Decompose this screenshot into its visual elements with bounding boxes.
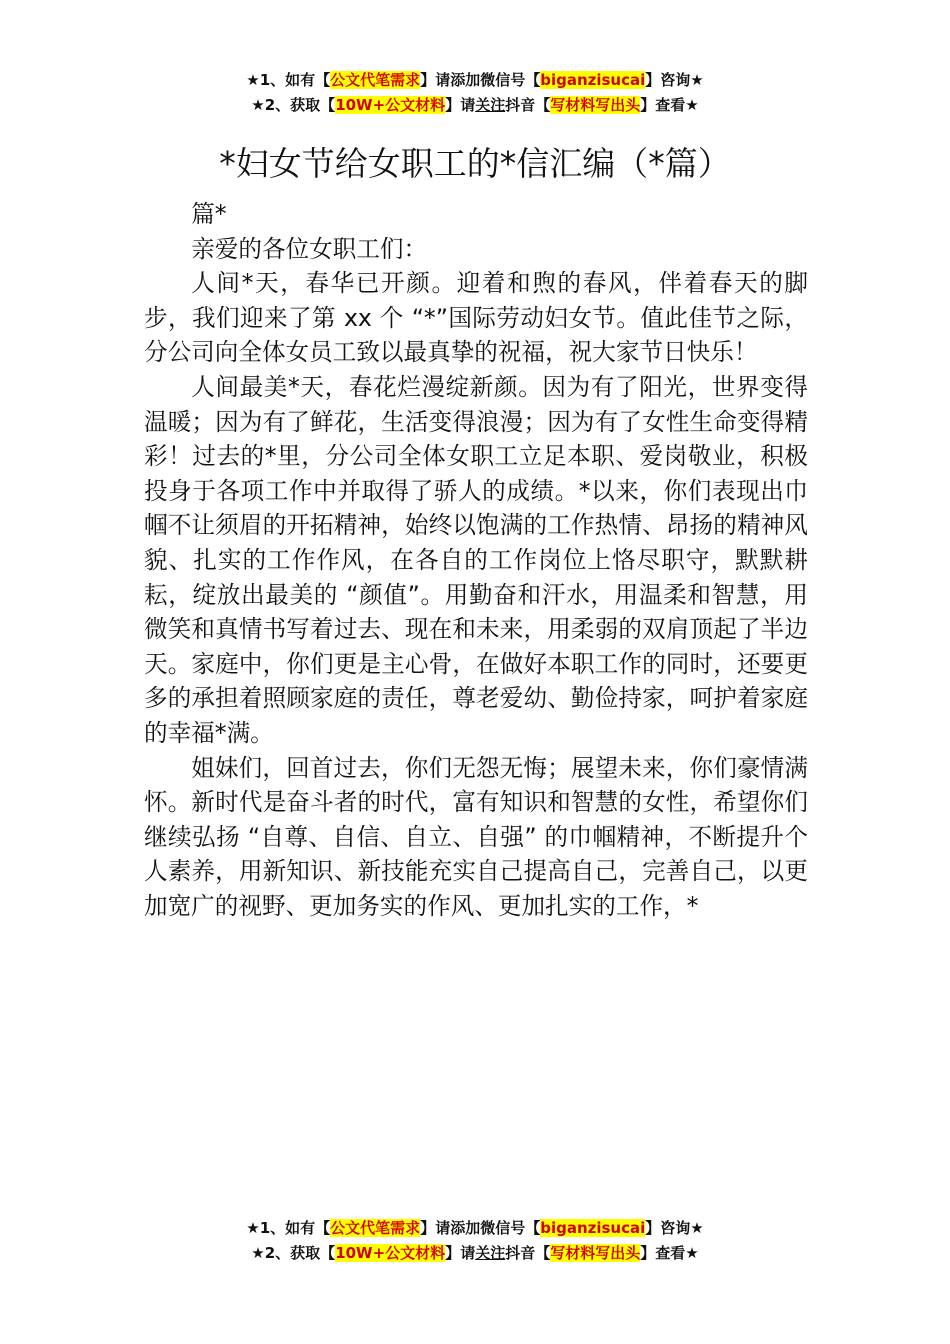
banner-text: ★1、如有【 xyxy=(246,1219,331,1237)
paragraph: 姐妹们，回首过去，你们无怨无悔；展望未来，你们豪情满怀。新时代是奋斗者的时代，富有知识和智慧的女性，希望你们继续弘扬 “自尊、自信、自立、自强” 的巾帼精神，不断提升个人素养，用新知识、新技能充实自己提高自己，完善自己，以更加宽广的视野、更加务实的作风、更加扎实的工作，* xyxy=(144,753,808,920)
douyin-id-highlight: 写材料写出头 xyxy=(550,96,641,114)
banner-line-1 xyxy=(0,1216,950,1241)
banner-highlight: 公文代笔需求 xyxy=(330,71,421,89)
banner-highlight: 公文代笔需求 xyxy=(330,1219,421,1237)
banner-text: 】查看★ xyxy=(640,96,699,114)
banner-text: ★1、如有【 xyxy=(246,71,331,89)
banner-text: 】请 xyxy=(445,96,476,114)
banner-text: 】查看★ xyxy=(640,1244,699,1262)
banner-text: 】请添加微信号【 xyxy=(420,1219,541,1237)
document-body xyxy=(144,197,808,923)
paragraph: 人间最美*天，春花烂漫绽新颜。因为有了阳光，世界变得温暖；因为有了鲜花，生活变得浪漫；因为有了女性生命变得精彩！过去的*里，分公司全体女职工立足本职、爱岗敬业，积极投身于各项工作中并取得了骄人的成绩。*以来，你们表现出巾帼不让须眉的开拓精神，始终以饱满的工作热情、昂扬的精神风貌、扎实的工作作风，在各自的工作岗位上恪尽职守，默默耕耘，绽放出最美的 “颜值”。用勤奋和汗水，用温柔和智慧，用微笑和真情书写着过去、现在和未来，用柔弱的双肩顶起了半边天。家庭中，你们更是主心骨，在做好本职工作的同时，还要更多的承担着照顾家庭的责任，尊老爱幼、勤俭持家，呵护着家庭的幸福*满。 xyxy=(144,372,808,747)
banner-highlight: 10W+公文材料 xyxy=(335,96,446,114)
banner-text: ★2、获取【 xyxy=(251,1244,336,1262)
header-banner xyxy=(0,68,950,118)
banner-text: 】请添加微信号【 xyxy=(420,71,541,89)
document-title: *妇女节给女职工的*信汇编（*篇） xyxy=(219,144,731,183)
wechat-id-highlight: biganzisucai xyxy=(540,71,646,89)
banner-underlined: 关注 xyxy=(475,1244,506,1262)
banner-underlined: 关注 xyxy=(475,96,506,114)
banner-highlight: 10W+公文材料 xyxy=(335,1244,446,1262)
douyin-id-highlight: 写材料写出头 xyxy=(550,1244,641,1262)
banner-text: 抖音【 xyxy=(505,1244,551,1262)
banner-text: 】咨询★ xyxy=(645,1219,704,1237)
wechat-id-highlight: biganzisucai xyxy=(540,1219,646,1237)
paragraph: 人间*天，春华已开颜。迎着和煦的春风，伴着春天的脚步，我们迎来了第 xx 个 “*”国际劳动妇女节。值此佳节之际，分公司向全体女员工致以最真挚的祝福，祝大家节日快乐！ xyxy=(144,269,808,367)
salutation: 亲爱的各位女职工们： xyxy=(191,234,428,263)
banner-line-2 xyxy=(0,93,950,118)
banner-text: 】咨询★ xyxy=(645,71,704,89)
banner-text: 抖音【 xyxy=(505,96,551,114)
banner-line-1 xyxy=(0,68,950,93)
banner-text: 】请 xyxy=(445,1244,476,1262)
banner-text: ★2、获取【 xyxy=(251,96,336,114)
banner-line-2 xyxy=(0,1241,950,1266)
footer-banner xyxy=(0,1216,950,1266)
section-label: 篇* xyxy=(191,200,227,228)
